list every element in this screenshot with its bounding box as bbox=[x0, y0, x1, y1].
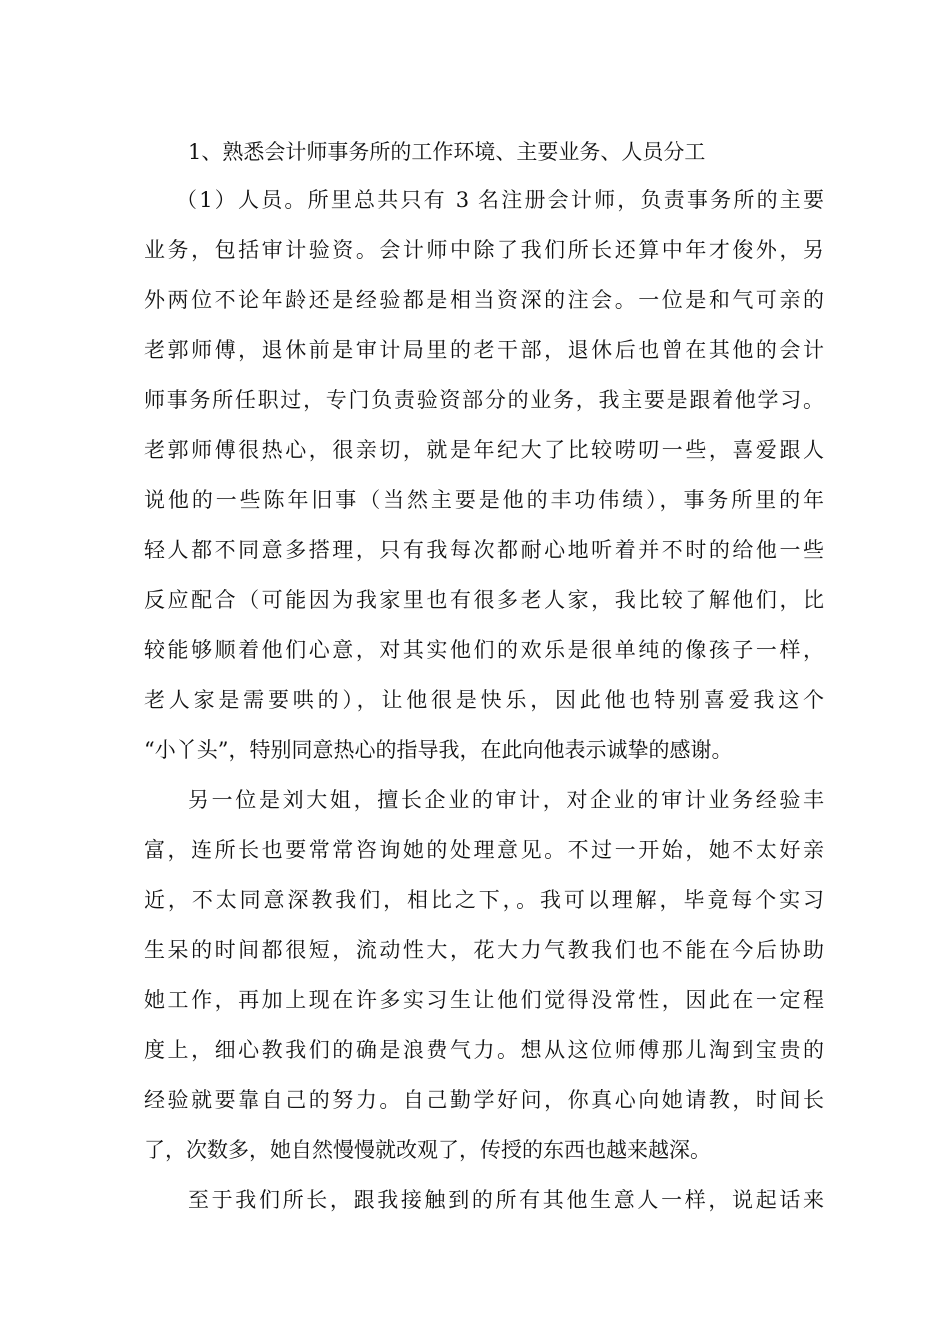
paragraph-2-line-5: 她工作，再加上现在许多实习生让他们觉得没常性，因此在一定程 bbox=[144, 988, 824, 1012]
paragraph-3-line-1: 至于我们所长，跟我接触到的所有其他生意人一样，说起话来 bbox=[188, 1188, 824, 1212]
paragraph-2-line-3: 近，不太同意深教我们，相比之下，。我可以理解，毕竟每个实习 bbox=[144, 888, 824, 912]
section-heading: 1、熟悉会计师事务所的工作环境、主要业务、人员分工 bbox=[188, 140, 706, 164]
paragraph-1-line-2: 业务，包括审计验资。会计师中除了我们所长还算中年才俊外，另 bbox=[144, 238, 824, 262]
paragraph-1-line-8: 轻人都不同意多搭理，只有我每次都耐心地听着并不时的给他一些 bbox=[144, 538, 824, 562]
paragraph-1-line-5: 师事务所任职过，专门负责验资部分的业务，我主要是跟着他学习。 bbox=[144, 388, 824, 412]
paragraph-2-line-6: 度上，细心教我们的确是浪费气力。想从这位师傅那儿淘到宝贵的 bbox=[144, 1038, 824, 1062]
paragraph-1-line-7: 说他的一些陈年旧事（当然主要是他的丰功伟绩），事务所里的年 bbox=[144, 488, 824, 512]
paragraph-1-line-3: 外两位不论年龄还是经验都是相当资深的注会。一位是和气可亲的 bbox=[144, 288, 824, 312]
paragraph-2-line-8: 了，次数多，她自然慢慢就改观了，传授的东西也越来越深。 bbox=[144, 1138, 711, 1162]
paragraph-2-line-2: 富，连所长也要常常咨询她的处理意见。不过一开始，她不太好亲 bbox=[144, 838, 824, 862]
paragraph-1-line-6: 老郭师傅很热心，很亲切，就是年纪大了比较唠叨一些，喜爱跟人 bbox=[144, 438, 824, 462]
paragraph-1-line-10: 较能够顺着他们心意，对其实他们的欢乐是很单纯的像孩子一样， bbox=[144, 638, 824, 662]
paragraph-1-line-12: “小丫头”，特别同意热心的指导我，在此向他表示诚挚的感谢。 bbox=[144, 738, 733, 762]
paragraph-1-line-1: （1）人员。所里总共只有 3 名注册会计师，负责事务所的主要 bbox=[176, 188, 824, 212]
paragraph-1-line-9: 反应配合（可能因为我家里也有很多老人家，我比较了解他们，比 bbox=[144, 588, 824, 612]
paragraph-2-line-1: 另一位是刘大姐，擅长企业的审计，对企业的审计业务经验丰 bbox=[188, 788, 824, 812]
paragraph-1-line-11: 老人家是需要哄的），让他很是快乐，因此他也特别喜爱我这个 bbox=[144, 688, 824, 712]
paragraph-2-line-4: 生呆的时间都很短，流动性大，花大力气教我们也不能在今后协助 bbox=[144, 938, 824, 962]
paragraph-1-line-4: 老郭师傅，退休前是审计局里的老干部，退休后也曾在其他的会计 bbox=[144, 338, 824, 362]
paragraph-2-line-7: 经验就要靠自己的努力。自己勤学好问，你真心向她请教，时间长 bbox=[144, 1088, 824, 1112]
